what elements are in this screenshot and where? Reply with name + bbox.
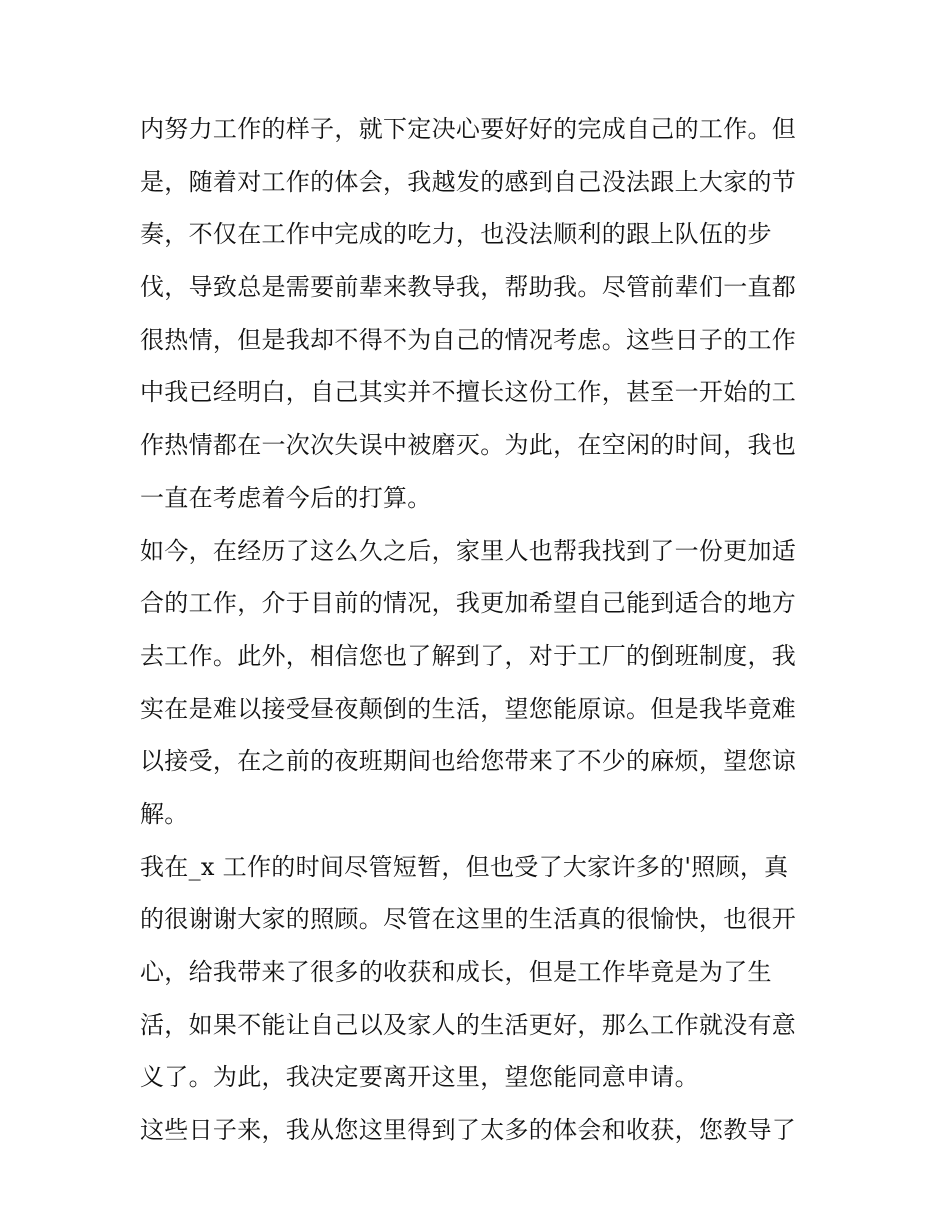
text-line: 中我已经明白，自己其实并不擅长这份工作，甚至一开始的工 [140, 378, 797, 407]
text-line: 如今，在经历了这么久之后，家里人也帮我找到了一份更加适 [140, 536, 797, 565]
text-line: 去工作。此外，相信您也了解到了，对于工厂的倒班制度，我 [140, 641, 797, 670]
text-line: 奏，不仅在工作中完成的吃力，也没法顺利的跟上队伍的步 [140, 220, 772, 249]
text-line: 的很谢谢大家的照顾。尽管在这里的生活真的很愉快，也很开 [140, 905, 797, 934]
text-line: 义了。为此，我决定要离开这里，望您能同意申请。 [140, 1063, 699, 1092]
text-line: 合的工作，介于目前的情况，我更加希望自己能到适合的地方 [140, 589, 797, 618]
text-line: 是，随着对工作的体会，我越发的感到自己没法跟上大家的节 [140, 167, 797, 196]
text-line: 一直在考虑着今后的打算。 [140, 483, 432, 512]
text-line: 实在是难以接受昼夜颠倒的生活，望您能原谅。但是我毕竟难 [140, 694, 797, 723]
text-line: 很热情，但是我却不得不为自己的情况考虑。这些日子的工作 [140, 325, 797, 354]
text-line: 心，给我带来了很多的收获和成长，但是工作毕竟是为了生 [140, 958, 772, 986]
text-line: 活，如果不能让自己以及家人的生活更好，那么工作就没有意 [140, 1010, 797, 1039]
text-line: 这些日子来，我从您这里得到了太多的体会和收获，您教导了 [140, 1116, 797, 1145]
body-text [140, 103, 820, 1157]
text-line: 以接受，在之前的夜班期间也给您带来了不少的麻烦，望您谅 [140, 747, 797, 776]
text-line: 解。 [140, 799, 189, 828]
text-line: 伐，导致总是需要前辈来教导我，帮助我。尽管前辈们一直都 [140, 273, 797, 302]
text-line: 作热情都在一次次失误中被磨灭。为此，在空闲的时间，我也 [140, 431, 797, 460]
text-line: 内努力工作的样子，就下定决心要好好的完成自己的工作。但 [140, 115, 797, 143]
text-line: 我在_x 工作的时间尽管短暂，但也受了大家许多的'照顾，真 [140, 852, 789, 881]
